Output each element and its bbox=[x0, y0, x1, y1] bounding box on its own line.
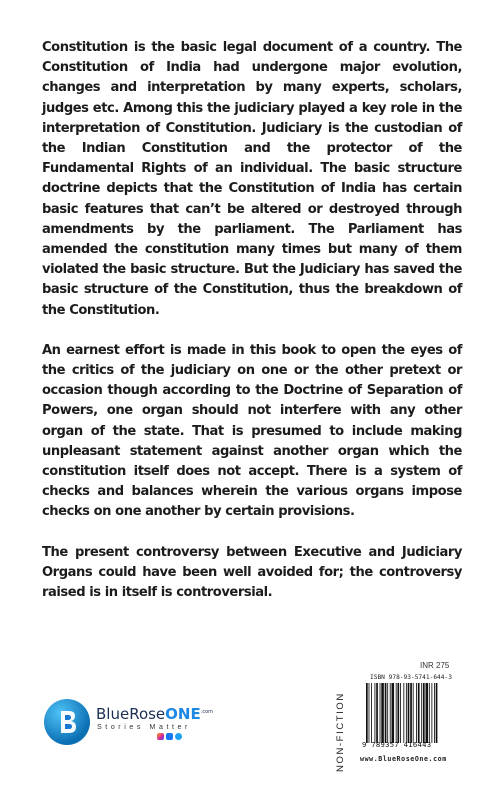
publisher-name-part2: ONE bbox=[165, 705, 201, 723]
blurb-paragraph-3: The present controversy between Executive and Judiciary Organs could have been well avoided for; the controversy raised is in itself is controversial. bbox=[42, 544, 462, 601]
facebook-icon bbox=[166, 733, 173, 740]
back-cover-blurb bbox=[42, 38, 462, 623]
barcode-bars bbox=[364, 683, 460, 743]
publisher-website: www.BlueRoseOne.com bbox=[360, 755, 447, 763]
blurb-paragraph-2: An earnest effort is made in this book to open the eyes of the critics of the judiciary on one or the other pretext or occasion though according to the Doctrine of Separation of Powers, one organ should not interfere with any other organ of the state. That is presumed to include making unpleasant statement against another organ which the constitution itself does not accept. There is a system of checks and balances wherein the various organs impose checks on one another by certain provisions. bbox=[42, 342, 462, 520]
publisher-logo bbox=[44, 699, 224, 749]
twitter-icon bbox=[175, 733, 182, 740]
social-icons bbox=[157, 733, 182, 740]
blurb-paragraph-1: Constitution is the basic legal document of a country. The Constitution of India had undergone major evolution, changes and interpretation by many experts, scholars, judges etc. Among this the judiciary played a key role in the interpretation of Constitution. Judiciary is the custodian of the Indian Constitution and the protector of the Fundamental Rights of an individual. The basic structure doctrine depicts that the Constitution of India has certain basic features that can’t be altered or destroyed through amendments by the parliament. The Parliament has amended the constitution many times but many of them violated the basic structure. But the Judiciary has saved the basic structure of the Constitution, thus the breakdown of the Constitution. bbox=[42, 40, 462, 318]
isbn-label: ISBN 978-93-5741-644-3 bbox=[370, 674, 452, 681]
bluerose-logo-icon bbox=[44, 699, 90, 745]
genre-label: NON-FICTION bbox=[335, 692, 346, 772]
publisher-tagline: Stories Matter bbox=[97, 724, 191, 731]
barcode-digits: 9 789357 416443 bbox=[362, 740, 432, 749]
publisher-name-part1: BlueRose bbox=[96, 705, 166, 723]
publisher-name-suffix: .com bbox=[200, 709, 214, 715]
price-label: INR 275 bbox=[420, 661, 450, 670]
instagram-icon bbox=[157, 733, 164, 740]
publisher-name bbox=[96, 705, 213, 723]
